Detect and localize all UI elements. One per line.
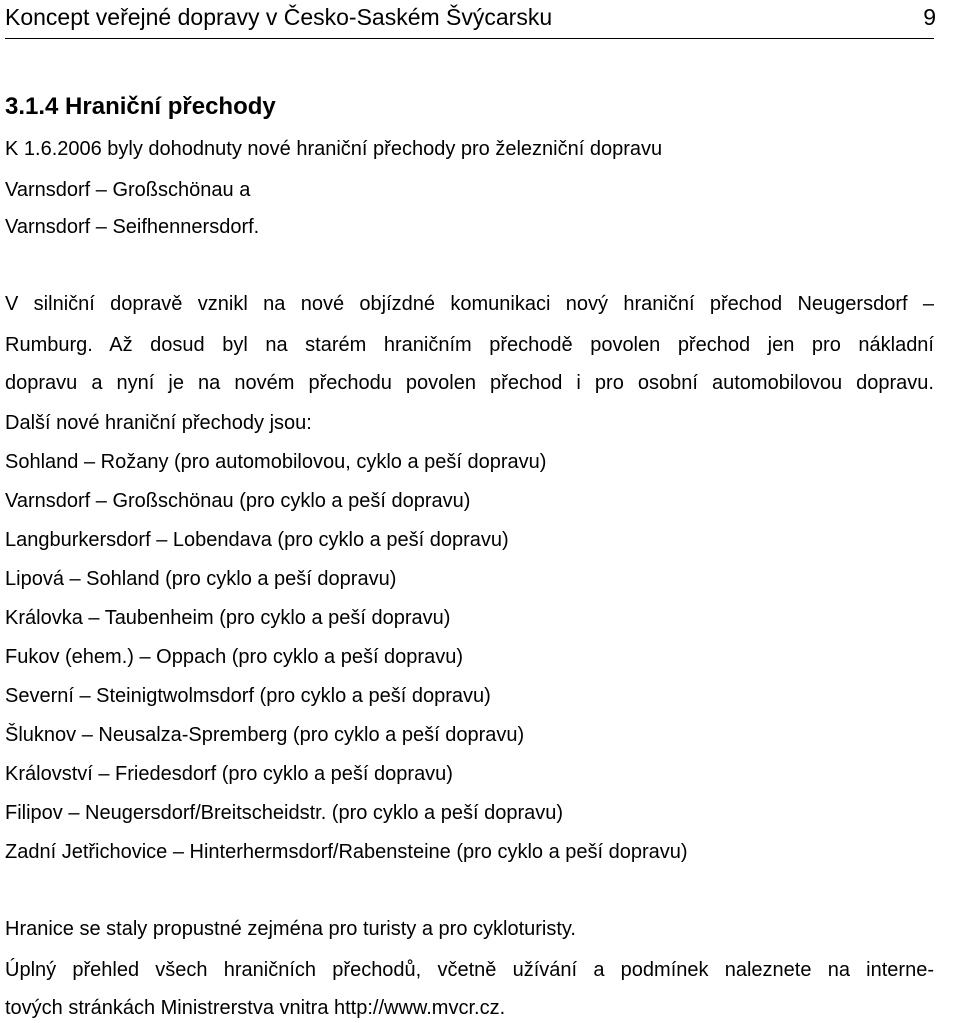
- paragraph-line: V silniční dopravě vznikl na nové objízdné komunikaci nový hraniční přechod Neugersdorf –: [5, 293, 934, 315]
- crossing-item: Království – Friedesdorf (pro cyklo a peší dopravu): [5, 763, 453, 785]
- crossing-item: Severní – Steinigtwolmsdorf (pro cyklo a peší dopravu): [5, 685, 491, 707]
- list-intro: Další nové hraniční přechody jsou:: [5, 412, 312, 434]
- crossing-item: Langburkersdorf – Lobendava (pro cyklo a peší dopravu): [5, 529, 509, 551]
- header-title: Koncept veřejné dopravy v Česko-Saském Švýcarsku: [5, 4, 553, 30]
- crossing-item: Filipov – Neugersdorf/Breitscheidstr. (pro cyklo a peší dopravu): [5, 802, 564, 824]
- crossing-item: Varnsdorf – Großschönau (pro cyklo a peší dopravu): [5, 490, 471, 512]
- page-number: 9: [923, 4, 936, 30]
- crossing-item: Fukov (ehem.) – Oppach (pro cyklo a peší dopravu): [5, 646, 463, 668]
- intro-line: Varnsdorf – Großschönau a: [5, 179, 251, 201]
- crossing-item: Šluknov – Neusalza-Spremberg (pro cyklo a peší dopravu): [5, 724, 525, 746]
- crossing-item: Královka – Taubenheim (pro cyklo a peší dopravu): [5, 607, 451, 629]
- intro-line: K 1.6.2006 byly dohodnuty nové hraniční přechody pro železniční dopravu: [5, 138, 663, 160]
- closing-line: tových stránkách Ministrerstva vnitra http://www.mvcr.cz.: [5, 997, 506, 1019]
- intro-line: Varnsdorf – Seifhennersdorf.: [5, 216, 260, 238]
- paragraph-line: dopravu a nyní je na novém přechodu povolen přechod i pro osobní automobilovou dopravu.: [5, 372, 934, 394]
- crossing-item: Lipová – Sohland (pro cyklo a peší dopravu): [5, 568, 397, 590]
- section-heading: 3.1.4 Hraniční přechody: [5, 93, 276, 120]
- crossing-item: Zadní Jetřichovice – Hinterhermsdorf/Rabensteine (pro cyklo a peší dopravu): [5, 841, 688, 863]
- page-header: [5, 2, 934, 39]
- closing-line: Úplný přehled všech hraničních přechodů, včetně užívání a podmínek naleznete na interne-: [5, 959, 934, 981]
- closing-line: Hranice se staly propustné zejména pro turisty a pro cykloturisty.: [5, 918, 576, 940]
- crossing-item: Sohland – Rožany (pro automobilovou, cyklo a peší dopravu): [5, 451, 547, 473]
- paragraph-line: Rumburg. Až dosud byl na starém hraničním přechodě povolen přechod jen pro nákladní: [5, 334, 934, 356]
